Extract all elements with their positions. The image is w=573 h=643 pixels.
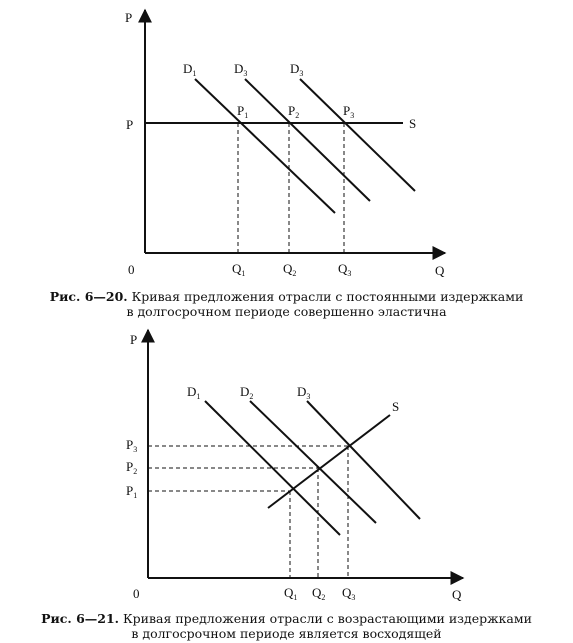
fig1-q-label-3: $Q_3$ — [338, 261, 352, 278]
fig2-demand-label-2: $D_2$ — [240, 384, 254, 401]
fig2-p-label-3: $P_3$ — [126, 437, 138, 454]
fig2-supply-curve — [268, 415, 390, 508]
fig2-p-label-2: $P_2$ — [126, 459, 138, 476]
fig1-caption — [0, 289, 573, 319]
figure-1 — [125, 10, 445, 278]
fig2-demand-curve-2 — [250, 401, 376, 523]
fig1-price-label: P — [126, 117, 134, 132]
fig2-demand-label-3: $D_3$ — [297, 384, 311, 401]
fig2-p-label-1: $P_1$ — [126, 483, 138, 500]
fig1-x-axis-label: Q — [435, 263, 445, 278]
fig1-supply-label: S — [409, 116, 417, 131]
fig2-origin-label: 0 — [133, 586, 140, 601]
figure-2 — [126, 330, 463, 602]
fig2-x-axis-label: Q — [452, 587, 462, 602]
fig1-origin-label: 0 — [128, 262, 135, 277]
fig2-demand-label-1: $D_1$ — [187, 384, 201, 401]
fig2-caption-number: Рис. 6—21. — [41, 611, 120, 626]
fig1-demand-label-1: $D_1$ — [183, 61, 197, 78]
fig1-q-label-1: $Q_1$ — [232, 261, 246, 278]
fig1-caption-line1: Кривая предложения отрасли с постоянными издержками — [131, 289, 524, 304]
fig2-q-label-1: $Q_1$ — [284, 585, 298, 602]
fig2-supply-label: S — [392, 399, 400, 414]
fig1-q-label-2: $Q_2$ — [283, 261, 297, 278]
fig1-demand-curve-2 — [245, 79, 370, 201]
fig2-caption-line1: Кривая предложения отрасли с возрастающими издержками — [123, 611, 532, 626]
fig2-caption-line2: в долгосрочном периоде является восходящей — [131, 626, 442, 641]
fig2-y-axis-label: P — [130, 332, 138, 347]
fig1-demand-curve-3 — [300, 79, 415, 191]
fig1-caption-number: Рис. 6—20. — [49, 289, 128, 304]
fig2-q-label-2: $Q_2$ — [312, 585, 326, 602]
fig1-point-label-2: $P_2$ — [288, 103, 300, 120]
fig1-demand-label-2: $D_3$ — [234, 61, 248, 78]
fig1-y-axis-label: P — [125, 10, 133, 25]
fig2-q-label-3: $Q_3$ — [342, 585, 356, 602]
fig1-caption-line2: в долгосрочном периоде совершенно эластична — [126, 304, 447, 319]
fig2-caption — [0, 611, 573, 641]
fig1-demand-label-3: $D_3$ — [290, 61, 304, 78]
fig1-point-label-1: $P_1$ — [237, 103, 249, 120]
fig2-demand-curve-3 — [307, 401, 420, 519]
fig1-point-label-3: $P_3$ — [343, 103, 355, 120]
